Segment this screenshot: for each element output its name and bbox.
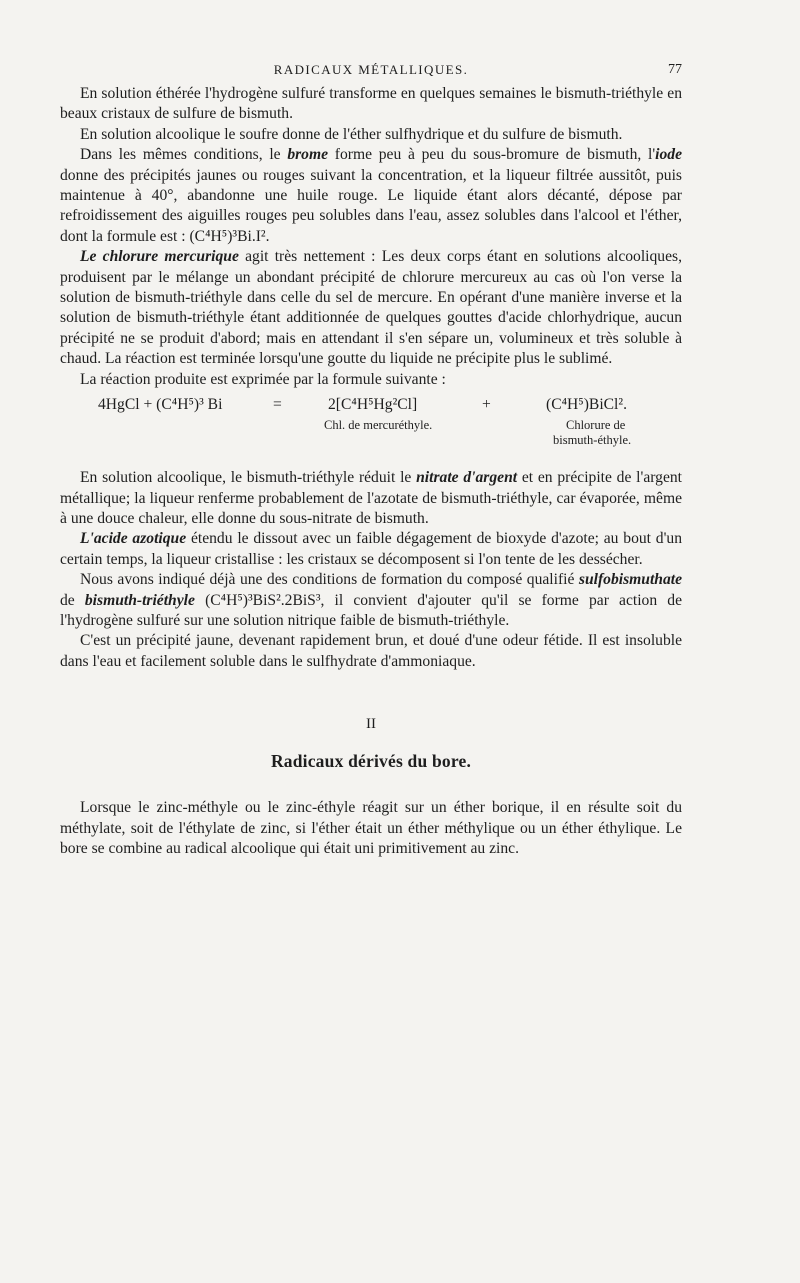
page-number: 77 bbox=[668, 62, 682, 77]
formula-term-2: (C⁴H⁵)BiCl². bbox=[546, 396, 627, 414]
formula-plus: + bbox=[482, 396, 491, 414]
term-iode: iode bbox=[655, 146, 682, 164]
paragraph-nitrate-argent bbox=[60, 468, 682, 529]
section-title: Radicaux dérivés du bore. bbox=[270, 751, 472, 772]
paragraph-hydrogene-sulfure: En solution éthérée l'hydrogène sulfuré transforme en quelques semaines le bismuth-triéthyle en beaux cristaux de sulfure de bismuth. bbox=[60, 85, 682, 123]
reaction-formula bbox=[60, 396, 682, 468]
term-chlorure-mercurique: Le chlorure mercurique bbox=[80, 248, 239, 266]
text-run: agit très nettement : Les deux corps étant en solutions alcooliques, produisent par le mélange un abondant précipité de chlorure mercureux au cas où l'on verse la solution de bismuth-triéthyle dans celle du sel de mercure. En opérant d'une manière inverse et la solution de bismuth-triéthyle étant additionnée de quelques gouttes d'acide chlorhydrique, aucun précipité ne se produit d'abord; mais en attendant il s'en sépare un, volumineux et très soluble à chaud. La réaction est terminée lorsqu'une goutte du liquide ne précipite plus le sublimé. bbox=[60, 248, 682, 368]
page-header bbox=[60, 62, 682, 84]
text-run: Dans les mêmes conditions, le bbox=[80, 146, 288, 164]
paragraph-precipite-jaune: C'est un précipité jaune, devenant rapidement brun, et doué d'une odeur fétide. Il est insoluble dans l'eau et facilement soluble dans le sulfhydrate d'ammoniaque. bbox=[60, 632, 682, 670]
term-brome: brome bbox=[287, 146, 329, 164]
section-number: II bbox=[366, 716, 376, 733]
formula-lhs: 4HgCl + (C⁴H⁵)³ Bi bbox=[98, 396, 223, 414]
paragraph-brome-iode bbox=[60, 145, 682, 247]
term-nitrate-argent: nitrate d'argent bbox=[416, 469, 518, 487]
text-run: donne des précipités jaunes ou rouges suivant la concentration, et la liqueur filtrée aussitôt, puis maintenue à 40°, abandonne une huile rouge. Le liquide étant alors décanté, dépose par refroidissement des aiguilles rouges peu solubles dans l'eau, assez solubles dans l'alcool et l'éther, dont la formule est : (C⁴H⁵)³Bi.I². bbox=[60, 166, 682, 245]
text-run: (C⁴H⁵)³BiS².2BiS³, il convient d'ajouter qu'il se forme par action de l'hydrogène sulfuré sur une solution nitrique faible de bismuth-triéthyle. bbox=[60, 591, 682, 629]
text-run: Nous avons indiqué déjà une des conditions de formation du composé qualifié bbox=[80, 571, 579, 589]
paragraph-zinc-methyle: Lorsque le zinc-méthyle ou le zinc-éthyle réagit sur un éther borique, il en résulte soit du méthylate, soit de l'éthylate de zinc, si l'éther était un éther méthylique ou un éther éthylique. Le bore se combine au radical alcoolique qui était uni primitivement au zinc. bbox=[60, 799, 682, 857]
text-run: et en précipite de l'argent métallique; la liqueur renferme probablement de l'azotate de bismuth-triéthyle, car évaporée, même à une douce chaleur, elle donne du sous-nitrate de bismuth. bbox=[60, 469, 682, 527]
formula-equals: = bbox=[273, 396, 282, 414]
term-sulfobismuthate: sulfobismuthate bbox=[578, 571, 682, 589]
term-acide-azotique: L'acide azotique bbox=[80, 530, 187, 548]
paragraph-sulfobismuthate bbox=[60, 570, 682, 631]
paragraph-formule-intro: La réaction produite est exprimée par la formule suivante : bbox=[80, 370, 446, 388]
paragraph-acide-azotique bbox=[60, 529, 682, 570]
paragraph-chlorure-mercurique bbox=[60, 247, 682, 369]
formula-term-1: 2[C⁴H⁵Hg²Cl] bbox=[328, 396, 418, 414]
paragraph-soufre: En solution alcoolique le soufre donne de l'éther sulfhydrique et du sulfure de bismuth. bbox=[80, 125, 623, 143]
formula-caption-1: Chl. de mercuréthyle. bbox=[324, 418, 433, 433]
text-run: forme peu à peu du sous-bromure de bismuth, l' bbox=[328, 146, 656, 164]
text-run: de bbox=[60, 591, 85, 609]
formula-caption-2b: bismuth-éthyle. bbox=[553, 433, 632, 448]
text-run: étendu le dissout avec un faible dégagement de bioxyde d'azote; au bout d'un certain temps, la liqueur cristallise : les cristaux se décomposent si l'on tente de les dessécher. bbox=[60, 530, 683, 568]
running-title: RADICAUX MÉTALLIQUES. bbox=[273, 62, 469, 77]
page bbox=[60, 62, 682, 859]
term-bismuth-triethyle: bismuth-triéthyle bbox=[84, 591, 195, 609]
formula-caption-2a: Chlorure de bbox=[566, 418, 626, 433]
text-run: En solution alcoolique, le bismuth-triéthyle réduit le bbox=[80, 469, 417, 487]
